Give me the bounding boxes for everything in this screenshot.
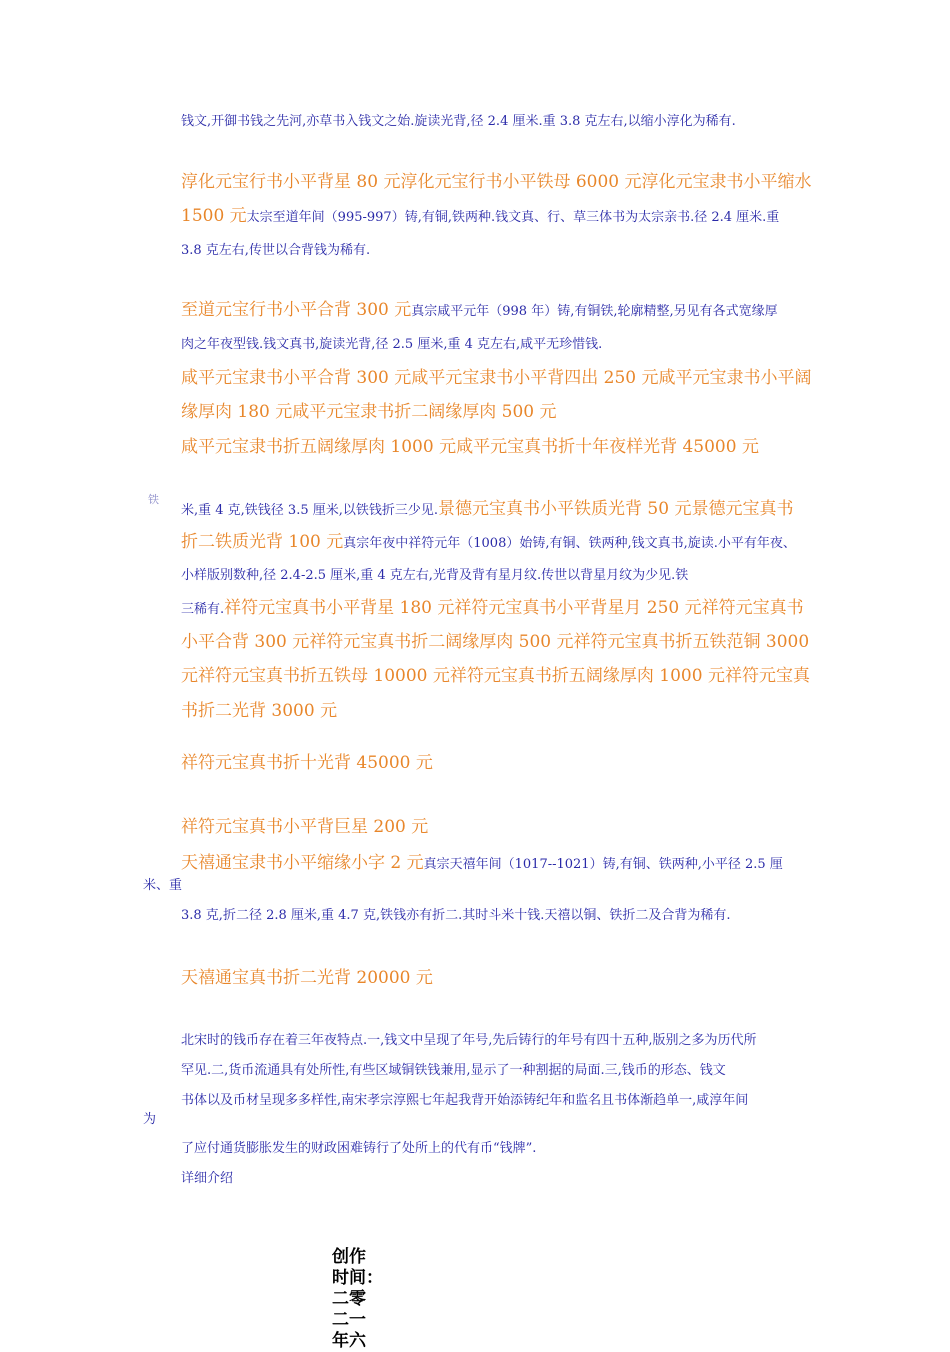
price-text: 折二铁质光背 100 元 [181, 532, 344, 552]
text-line: 罕见.二,货币流通具有处所性,有些区域铜铁钱兼用,显示了一种割据的局面.三,钱币的形态、钱文 [181, 1063, 726, 1078]
text-line: 肉之年夜型钱.钱文真书,旋读光背,径 2.5 厘米,重 4 克左右,咸平无珍惜钱. [181, 337, 603, 352]
footer-line: 二零 [332, 1289, 366, 1309]
text-line: 3.8 克左右,传世以合背钱为稀有. [181, 243, 371, 258]
price-line: 淳化元宝行书小平背星 80 元淳化元宝行书小平铁母 6000 元淳化元宝隶书小平缩水 [181, 172, 812, 192]
description-text: 真宗咸平元年（998 年）铸,有铜铁,轮廓精整,另见有各式宽缘厚 [411, 304, 778, 319]
text-line: 钱文,开御书钱之先河,亦草书入钱文之始.旋读光背,径 2.4 厘米.重 3.8 克左右,以缩小淳化为稀有. [181, 114, 736, 129]
price-text: 祥符元宝真书小平背星 180 元祥符元宝真书小平背星月 250 元祥符元宝真书 [224, 598, 804, 618]
price-line: 祥符元宝真书折十光背 45000 元 [181, 753, 433, 773]
mixed-line [181, 855, 783, 872]
price-line: 天禧通宝真书折二光背 20000 元 [181, 968, 433, 988]
text-line: 小样版别数种,径 2.4-2.5 厘米,重 4 克左右,光背及背有星月纹.传世以背星月纹为少见.铁 [181, 568, 689, 583]
price-line: 元祥符元宝真书折五铁母 10000 元祥符元宝真书折五阔缘厚肉 1000 元祥符元宝真 [181, 666, 810, 686]
text-line: 米、重 [143, 878, 183, 893]
footer-line: 创作 [332, 1247, 366, 1267]
price-line: 咸平元宝隶书折五阔缘厚肉 1000 元咸平元宝真书折十年夜样光背 45000 元 [181, 437, 759, 457]
price-text: 天禧通宝隶书小平缩缘小字 2 元 [181, 853, 424, 873]
text-line: 书体以及币材呈现多多样性,南宋孝宗淳熙七年起我背开始添铸纪年和监名且书体渐趋单一,咸淳年间 [181, 1093, 749, 1108]
footer-line: 二一 [332, 1310, 366, 1330]
mixed-line [181, 534, 796, 551]
description-text: 真宗天禧年间（1017--1021）铸,有铜、铁两种,小平径 2.5 厘 [423, 857, 783, 872]
mixed-line [181, 208, 779, 225]
price-text: 1500 元 [181, 206, 247, 226]
mixed-line [181, 600, 804, 617]
mixed-line [181, 302, 778, 319]
creation-time-block [332, 1247, 383, 1352]
footer-line: 年六 [332, 1331, 366, 1351]
description-text: 太宗至道年间（995-997）铸,有铜,铁两种.钱文真、行、草三体书为太宗亲书.径 2.4 厘米.重 [246, 210, 780, 225]
margin-mark: 铁 [148, 493, 159, 506]
text-line: 3.8 克,折二径 2.8 厘米,重 4.7 克,铁钱亦有折二.其时斗米十钱.天禧以铜、铁折二及合背为稀有. [181, 908, 731, 923]
mixed-line [181, 501, 793, 518]
description-text: 真宗年夜中祥符元年（1008）始铸,有铜、铁两种,钱文真书,旋读.小平有年夜、 [343, 536, 796, 551]
price-text: 景德元宝真书小平铁质光背 50 元景德元宝真书 [438, 499, 794, 519]
footer-line: 时间： [332, 1268, 383, 1288]
price-line: 书折二光背 3000 元 [181, 701, 338, 721]
price-line: 缘厚肉 180 元咸平元宝隶书折二阔缘厚肉 500 元 [181, 402, 557, 422]
price-text: 至道元宝行书小平合背 300 元 [181, 300, 412, 320]
detail-link[interactable]: 详细介绍 [181, 1171, 234, 1186]
description-text: 三稀有. [181, 602, 225, 617]
price-line: 咸平元宝隶书小平合背 300 元咸平元宝隶书小平背四出 250 元咸平元宝隶书小平阔 [181, 368, 812, 388]
text-line: 了应付通货膨胀发生的财政困难铸行了处所上的代有币“钱牌”. [181, 1141, 537, 1156]
text-line: 北宋时的钱币存在着三年夜特点.一,钱文中呈现了年号,先后铸行的年号有四十五种,版别之多为历代所 [181, 1033, 757, 1048]
price-line: 小平合背 300 元祥符元宝真书折二阔缘厚肉 500 元祥符元宝真书折五铁范铜 3000 [181, 632, 810, 652]
text-line: 为 [143, 1112, 157, 1127]
price-line: 祥符元宝真书小平背巨星 200 元 [181, 817, 429, 837]
description-text: 米,重 4 克,铁钱径 3.5 厘米,以铁钱折三少见. [181, 503, 439, 518]
